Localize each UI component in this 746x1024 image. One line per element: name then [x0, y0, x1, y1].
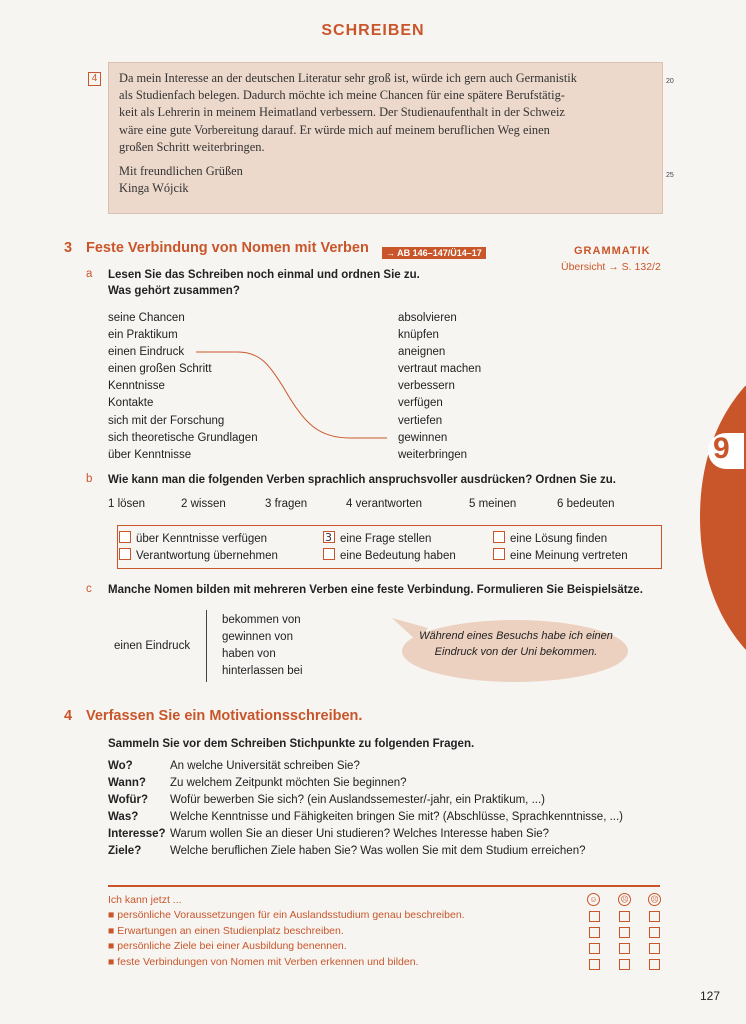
phrase-checkbox-mark: 3	[325, 531, 332, 544]
can-do-item: ■ persönliche Voraussetzungen für ein Auslandsstudium genau beschreiben.	[108, 909, 465, 921]
task-instruction: Manche Nomen bilden mit mehreren Verben eine feste Verbindung. Formulieren Sie Beispielsätze.	[108, 584, 643, 596]
noun-item: über Kenntnisse	[108, 448, 192, 461]
question-row: Was? Welche Kenntnisse und Fähigkeiten bringen Sie mit? (Abschlüsse, Sprachkenntnisse, ...)	[108, 811, 624, 823]
phrase-checkbox[interactable]	[323, 548, 335, 560]
letter-number-badge: 4	[88, 72, 101, 86]
rating-checkboxes	[589, 911, 669, 973]
phrase-option[interactable]: eine Meinung vertreten	[493, 547, 628, 565]
workbook-reference	[382, 243, 486, 261]
noun-item: sich theoretische Grundlagen	[108, 431, 258, 444]
task-letter: b	[86, 473, 93, 485]
noun-item: Kontakte	[108, 397, 154, 410]
letter-line: keit als Lehrerin in meinem Heimatland verbessern. Der Studienaufenthalt in der Schweiz	[119, 105, 565, 120]
simple-verb: 6 bedeuten	[557, 498, 615, 510]
chapter-tab[interactable]	[700, 385, 746, 650]
section-number: 3	[64, 240, 73, 256]
letter-line: großen Schritt weiterbringen.	[119, 139, 265, 154]
workbook-reference-label: → AB 146–147/Ü14–17	[382, 247, 486, 259]
rating-checkbox[interactable]	[589, 927, 600, 938]
noun-example: einen Eindruck	[114, 640, 191, 652]
task-instruction: Sammeln Sie vor dem Schreiben Stichpunkte zu folgenden Fragen.	[108, 738, 475, 750]
rating-checkbox[interactable]	[649, 911, 660, 922]
question-row: Wofür? Wofür bewerben Sie sich? (ein Auslandssemester/-jahr, ein Praktikum, ...)	[108, 794, 545, 806]
chapter-tab-gap	[717, 370, 746, 386]
phrase-checkbox[interactable]	[493, 531, 505, 543]
letter-line: wäre eine gute Vorbereitung darauf. Er würde mich auf meinem beruflichen Weg einen	[119, 122, 550, 137]
page-title: SCHREIBEN	[321, 22, 425, 39]
noun-item: Kenntnisse	[108, 380, 165, 393]
example-sentence: Während eines Besuchs habe ich einen Eindruck von der Uni bekommen.	[419, 630, 613, 658]
phrase-option[interactable]: über Kenntnisse verfügen	[119, 530, 267, 548]
verb-options: bekommen von gewinnen von haben von hinterlassen bei	[222, 614, 303, 678]
rating-faces	[587, 893, 667, 907]
rating-checkbox[interactable]	[589, 959, 600, 970]
letter-text	[119, 70, 649, 197]
task-letter: a	[86, 268, 93, 280]
section-number: 4	[64, 708, 73, 724]
verb-item: weiterbringen	[398, 448, 468, 461]
verb-item: vertraut machen	[398, 363, 482, 376]
noun-item: sich mit der Forschung	[108, 414, 225, 427]
verb-item: gewinnen	[398, 431, 448, 444]
happy-face-icon: ☺	[587, 893, 600, 906]
letter-line: als Studienfach belegen. Dadurch möchte ich meine Chancen für eine spätere Berufstätig-	[119, 88, 565, 103]
noun-item: ein Praktikum	[108, 329, 178, 342]
simple-verb: 5 meinen	[469, 498, 517, 510]
rating-checkbox[interactable]	[649, 959, 660, 970]
task-instruction: Wie kann man die folgenden Verben sprachlich anspruchsvoller ausdrücken? Ordnen Sie zu.	[108, 474, 616, 486]
neutral-face-icon: ☹	[618, 893, 631, 906]
letter-signature: Kinga Wójcik	[119, 181, 189, 196]
phrase-checkbox[interactable]	[119, 548, 131, 560]
verb-item: verbessern	[398, 380, 455, 393]
sad-face-icon: ☹	[648, 893, 661, 906]
simple-verb: 3 fragen	[265, 498, 308, 510]
phrase-option[interactable]: 3 eine Frage stellen	[325, 531, 432, 545]
rating-checkbox[interactable]	[619, 911, 630, 922]
letter-line: Da mein Interesse an der deutschen Literatur sehr groß ist, würde ich gern auch Germanistik	[119, 71, 577, 85]
question-row: Wann? Zu welchem Zeitpunkt möchten Sie beginnen?	[108, 777, 407, 789]
can-do-divider	[108, 885, 660, 887]
can-do-title: Ich kann jetzt ...	[108, 894, 182, 906]
question-row: Interesse? Warum wollen Sie an dieser Uni studieren? Welches Interesse haben Sie?	[108, 828, 550, 840]
rating-checkbox[interactable]	[619, 927, 630, 938]
page-number: 127	[700, 989, 721, 1003]
can-do-item: ■ persönliche Ziele bei einer Ausbildung benennen.	[108, 940, 347, 953]
phrase-checkbox[interactable]	[119, 531, 131, 543]
verb-item: knüpfen	[398, 329, 439, 342]
verb-item: vertiefen	[398, 414, 443, 427]
letter-closing: Mit freundlichen Grüßen	[119, 164, 243, 179]
rating-checkbox[interactable]	[649, 943, 660, 954]
verb-item: absolvieren	[398, 312, 457, 324]
line-number: 20	[666, 78, 674, 85]
question-row: Ziele? Welche beruflichen Ziele haben Sie? Was wollen Sie mit dem Studium erreichen?	[108, 845, 586, 857]
phrase-checkbox[interactable]	[323, 531, 335, 543]
rating-checkbox[interactable]	[589, 943, 600, 954]
matching-connector-line	[190, 345, 400, 445]
simple-verb: 2 wissen	[181, 498, 226, 510]
rating-checkbox[interactable]	[619, 943, 630, 954]
rating-checkbox[interactable]	[619, 959, 630, 970]
task-letter: c	[86, 583, 92, 595]
noun-item: einen Eindruck	[108, 346, 185, 359]
grammar-label: GRAMMATIK	[574, 245, 651, 257]
simple-verb: 1 lösen	[108, 498, 146, 510]
can-do-list	[108, 908, 465, 970]
noun-item: einen großen Schritt	[108, 363, 212, 376]
line-number: 25	[666, 172, 674, 179]
simple-verb: 4 verantworten	[346, 498, 423, 510]
section-title: Feste Verbindung von Nomen mit Verben	[86, 240, 369, 256]
rating-checkbox[interactable]	[589, 911, 600, 922]
phrase-option[interactable]: eine Bedeutung haben	[323, 547, 456, 565]
phrase-checkbox[interactable]	[493, 548, 505, 560]
section-title: Verfassen Sie ein Motivationsschreiben.	[86, 708, 363, 724]
verb-item: aneignen	[398, 346, 446, 359]
task-instruction: Lesen Sie das Schreiben noch einmal und ordnen Sie zu. Was gehört zusammen?	[108, 269, 420, 297]
phrase-option[interactable]: Verantwortung übernehmen	[119, 547, 278, 565]
noun-item: seine Chancen	[108, 312, 185, 324]
verb-item: verfügen	[398, 397, 443, 410]
rating-checkbox[interactable]	[649, 927, 660, 938]
grammar-reference: Übersicht → S. 132/2	[561, 261, 661, 273]
chapter-number: 9	[713, 432, 730, 465]
can-do-item: ■ feste Verbindungen von Nomen mit Verben erkennen und bilden.	[108, 955, 419, 968]
phrase-option[interactable]: eine Lösung finden	[493, 530, 607, 548]
question-row: Wo? An welche Universität schreiben Sie?	[108, 760, 360, 772]
verb-list	[398, 310, 481, 464]
can-do-item: ■ Erwartungen an einen Studienplatz beschreiben.	[108, 924, 344, 937]
divider	[206, 610, 207, 682]
